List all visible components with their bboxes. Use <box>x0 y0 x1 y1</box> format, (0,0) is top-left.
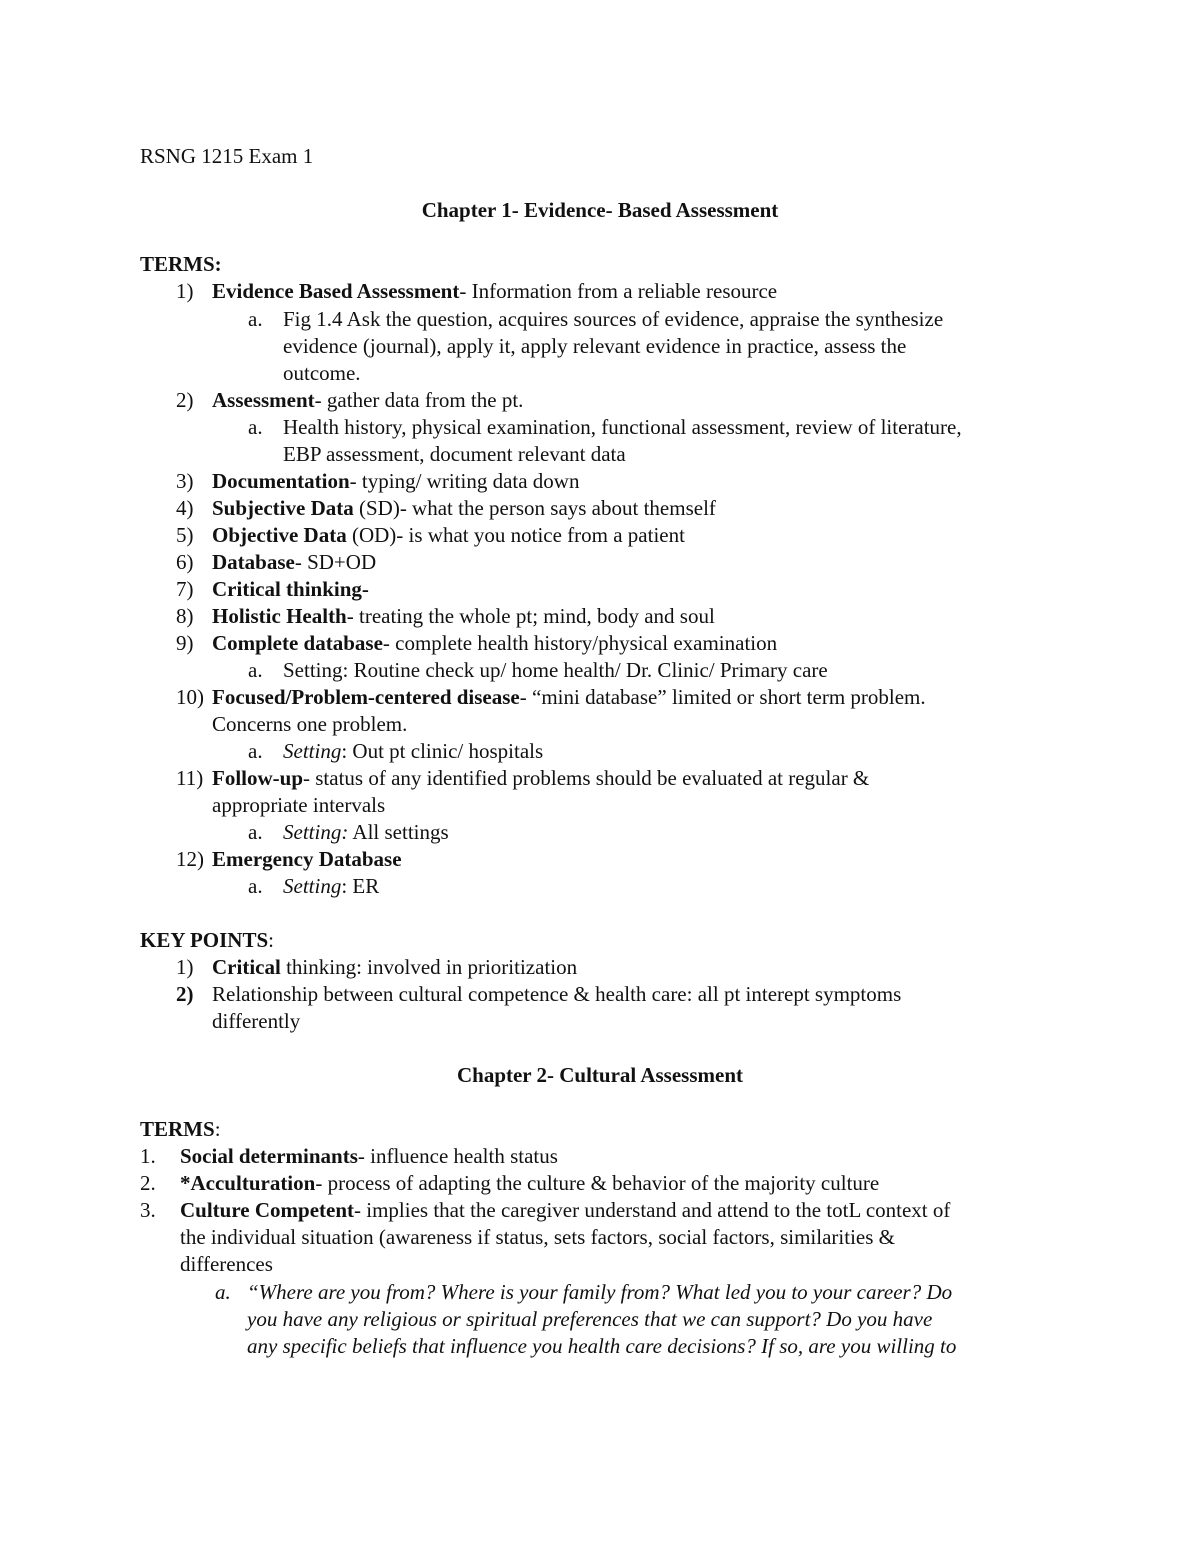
term-definition: - treating the whole pt; mind, body and soul <box>346 604 715 628</box>
term-definition: - Information from a reliable resource <box>459 279 778 303</box>
list-number: 5) <box>176 523 194 547</box>
list-number: 11) <box>176 766 204 790</box>
sub-item-text <box>283 873 379 900</box>
chapter-2-title: Chapter 2- Cultural Assessment <box>456 1063 744 1087</box>
list-number: 2. <box>140 1171 156 1195</box>
list-number: 1) <box>176 955 194 979</box>
term-name: Database <box>212 550 295 574</box>
term-definition: - “mini database” limited or short term problem. <box>519 685 926 709</box>
sub-marker: a. <box>248 739 263 763</box>
term-item <box>212 549 376 576</box>
term-name: Evidence Based Assessment <box>212 279 460 303</box>
term-name: Subjective Data <box>212 496 354 520</box>
term-item <box>212 630 777 657</box>
term-name: Documentation <box>212 469 350 493</box>
term-name: Critical thinking- <box>212 577 369 601</box>
term-continuation: appropriate intervals <box>212 793 386 817</box>
term-name: Emergency Database <box>212 847 402 871</box>
list-number: 12) <box>176 847 204 871</box>
term-item <box>180 1143 558 1170</box>
sub-item-text: Health history, physical examination, functional assessment, review of literature, <box>283 415 962 439</box>
term-item <box>212 278 777 305</box>
term-item <box>180 1197 950 1224</box>
list-number: 1. <box>140 1144 156 1168</box>
setting-value: : Out pt clinic/ hospitals <box>341 739 544 763</box>
key-point-text: thinking: involved in prioritization <box>280 955 578 979</box>
sub-item-text: EBP assessment, document relevant data <box>283 442 626 466</box>
sub-item-text: Fig 1.4 Ask the question, acquires sources of evidence, appraise the synthesize <box>283 307 944 331</box>
sub-marker: a. <box>248 820 263 844</box>
chapter-1-title: Chapter 1- Evidence- Based Assessment <box>421 198 779 222</box>
term-item <box>212 495 716 522</box>
key-points-label: KEY POINTS <box>140 928 269 952</box>
term-definition: - SD+OD <box>294 550 377 574</box>
key-points-heading <box>140 927 274 954</box>
list-number: 6) <box>176 550 194 574</box>
term-item <box>180 1170 879 1197</box>
list-number: 10) <box>176 685 204 709</box>
sub-item-text: outcome. <box>283 361 361 385</box>
terms-heading-1: TERMS: <box>140 252 222 276</box>
term-definition: - complete health history/physical examination <box>382 631 778 655</box>
course-title: RSNG 1215 Exam 1 <box>140 144 314 168</box>
term-item <box>212 846 402 873</box>
term-name: Objective Data <box>212 523 347 547</box>
sub-item-text: you have any religious or spiritual preferences that we can support? Do you have <box>247 1307 933 1331</box>
term-item <box>212 603 715 630</box>
list-number: 1) <box>176 279 194 303</box>
setting-label: Setting <box>283 739 342 763</box>
key-point-bold: Critical <box>212 955 281 979</box>
list-number: 8) <box>176 604 194 628</box>
setting-label: Setting <box>283 874 342 898</box>
list-number: 4) <box>176 496 194 520</box>
list-number: 7) <box>176 577 194 601</box>
sub-marker: a. <box>248 874 263 898</box>
term-definition: - implies that the caregiver understand and attend to the totL context of <box>354 1198 951 1222</box>
term-definition: (SD)- what the person says about themself <box>353 496 716 520</box>
term-definition: - influence health status <box>357 1144 558 1168</box>
sub-marker: a. <box>248 307 263 331</box>
term-name: Follow-up <box>212 766 304 790</box>
term-name: Holistic Health <box>212 604 347 628</box>
setting-value: All settings <box>348 820 449 844</box>
setting-value: : ER <box>341 874 380 898</box>
term-definition: - typing/ writing data down <box>349 469 580 493</box>
term-name: Complete database <box>212 631 383 655</box>
term-name: *Acculturation <box>180 1171 316 1195</box>
sub-item-text <box>283 738 543 765</box>
sub-marker: a. <box>248 658 263 682</box>
term-name: Social determinants <box>180 1144 358 1168</box>
terms-colon: : <box>214 1117 221 1141</box>
sub-marker: a. <box>248 415 263 439</box>
term-continuation: differences <box>180 1252 273 1276</box>
term-continuation: Concerns one problem. <box>212 712 408 736</box>
terms-label: TERMS <box>140 1117 215 1141</box>
sub-marker: a. <box>215 1280 231 1304</box>
list-number: 3. <box>140 1198 156 1222</box>
term-definition: - gather data from the pt. <box>314 388 524 412</box>
term-item <box>212 576 369 603</box>
key-point-item <box>212 954 577 981</box>
term-item <box>212 684 926 711</box>
term-item <box>212 387 523 414</box>
term-item <box>212 522 685 549</box>
sub-item-text <box>283 819 449 846</box>
terms-heading-2 <box>140 1116 221 1143</box>
term-continuation: the individual situation (awareness if status, sets factors, social factors, similarities & <box>180 1225 895 1249</box>
term-name: Culture Competent <box>180 1198 355 1222</box>
list-number: 2) <box>176 388 194 412</box>
sub-item-text: evidence (journal), apply it, apply relevant evidence in practice, assess the <box>283 334 907 358</box>
sub-item-text: any specific beliefs that influence you health care decisions? If so, are you willing to <box>247 1334 957 1358</box>
key-points-colon: : <box>268 928 275 952</box>
term-name: Assessment <box>212 388 315 412</box>
list-number: 3) <box>176 469 194 493</box>
list-number: 2) <box>176 982 194 1006</box>
sub-item-text: Setting: Routine check up/ home health/ Dr. Clinic/ Primary care <box>283 658 828 682</box>
term-name: Focused/Problem-centered disease <box>212 685 520 709</box>
term-definition: - process of adapting the culture & behavior of the majority culture <box>315 1171 880 1195</box>
term-item <box>212 765 869 792</box>
key-point-text: Relationship between cultural competence & health care: all pt interept symptoms <box>212 982 902 1006</box>
list-number: 9) <box>176 631 194 655</box>
setting-label: Setting: <box>283 820 349 844</box>
term-definition: - status of any identified problems should be evaluated at regular & <box>303 766 870 790</box>
term-item <box>212 468 579 495</box>
sub-item-text: “Where are you from? Where is your family from? What led you to your career? Do <box>247 1280 953 1304</box>
key-point-continuation: differently <box>212 1009 301 1033</box>
term-definition: (OD)- is what you notice from a patient <box>346 523 685 547</box>
